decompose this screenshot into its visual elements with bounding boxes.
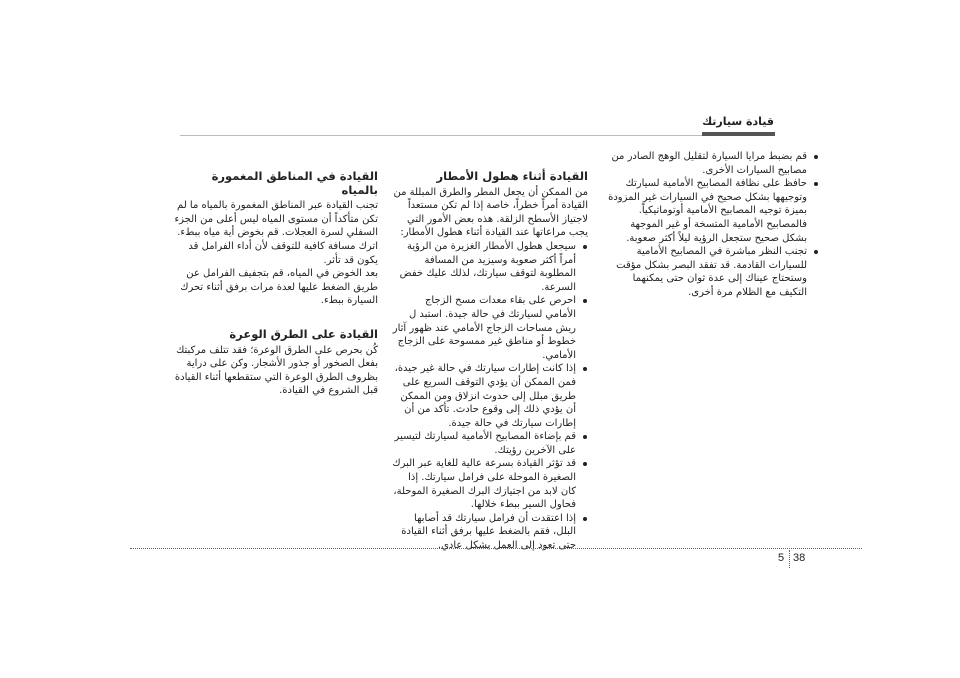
page-number: 38 [793,552,806,564]
paragraph: كُن بحرص على الطرق الوعرة؛ فقد تتلف مركبتك بفعل الصخور أو جذور الأشجار. وكن على دراية بظروف الطرق الوعرة التي ستقطعها أثناء القيادة قبل الشروع في القيادة. [174,344,378,397]
paragraph: تجنب القيادة عبر المناطق المغمورة بالمياه ما لم تكن متأكداً أن مستوى المياه ليس أعلى من الجزء السفلي لسرة العجلات. قم بخوض أية مياه ببطء. اترك مسافة كافية للتوقف لأن أداء الفرامل قد يكون قد تأثر. [174,200,378,266]
list-item: تجنب النظر مباشرة في المصابيح الأمامية للسيارات القادمة. قد تفقد البصر بشكل مؤقت وستحتاج عيناك إلى عدة ثوان حتى يمكنهما التكيف مع الظلام مرة أخرى. [605,245,807,299]
list-item: قم بإضاءة المصابيح الأمامية لسيارتك لتيسير على الآخرين رؤيتك. [392,430,576,457]
list-item: سيجعل هطول الأمطار الغزيرة من الرؤية أمراً أكثر صعوبة وسيزيد من المسافة المطلوبة لتوقف سيارتك، لذلك عليك خفض السرعة. [392,240,576,294]
list-item: قد تؤثر القيادة بسرعة عالية للغاية عبر البرك الصغيرة الموحلة على فرامل سيارتك. إذا كان لابد من اجتيازك البرك الصغيرة الموحلة، فحاول السير ببطء خلالها. [392,458,576,511]
list-item: إذا اعتقدت أن فرامل سيارتك قد أصابها البلل، فقم بالضغط عليها برفق أثناء القيادة حتى تعود إلى العمل بشكل عادي. [392,512,576,553]
heading-flood: القيادة في المناطق المغمورة بالمياه [211,169,378,197]
list-item: حافظ على نظافة المصابيح الأمامية لسيارتك وتوجيهها بشكل صحيح في السيارات غير المزودة بميزة توجيه المصابيح الأمامية أوتوماتيكياً. فالمصابيح الأمامية المتسخة أو غير الموجهة بشكل صحيح ستجعل الرؤية ليلاً أكثر صعوبة. [605,177,807,245]
paragraph: بعد الخوض في المياه، قم بتجفيف الفرامل عن طريق الضغط عليها لعدة مرات برفق أثناء تحرك السيارة ببطء. [180,268,378,307]
paragraph: من الممكن أن يجعل المطر والطرق المبللة من القيادة أمراً خطراً، خاصة إذا لم تكن مستعداً لاجتياز الأسطح الزلقة. هذه بعض الأمور التي يجب مراعاتها عند القيادة أثناء هطول الأمطار: [393,186,588,239]
page-number-divider [789,550,790,568]
heading-rain: القيادة أثناء هطول الأمطار [436,169,588,183]
left-column [172,170,378,398]
chapter-number: 5 [778,552,785,564]
header-rule [180,135,775,136]
middle-column [392,170,588,553]
header-bar [702,132,775,136]
right-column [605,150,819,300]
list-item: احرص على بقاء معدات مسح الزجاج الأمامي لسيارتك في حالة جيدة. استبد ل ريش مساحات الزجاج الأمامي عند ظهور آثار خطوط أو مناطق غير ممسوحة على الزجاج الأمامي. [392,295,576,361]
footer-rule [130,548,862,549]
section-title: قيادة سيارتك [702,115,774,128]
list-item: قم بضبط مرايا السيارة لتقليل الوهج الصادر من مصابيح السيارات الأخرى. [605,150,807,177]
list-item: إذا كانت إطارات سيارتك في حالة غير جيدة، فمن الممكن أن يؤدي التوقف السريع على طريق مبلل إلى حدوث انزلاق ومن الممكن أن يؤدي ذلك إلى وقوع حادث. تأكد من أن إطارات سيارتك في حالة جيدة. [392,362,576,430]
heading-rough-roads: القيادة على الطرق الوعرة [229,326,378,341]
